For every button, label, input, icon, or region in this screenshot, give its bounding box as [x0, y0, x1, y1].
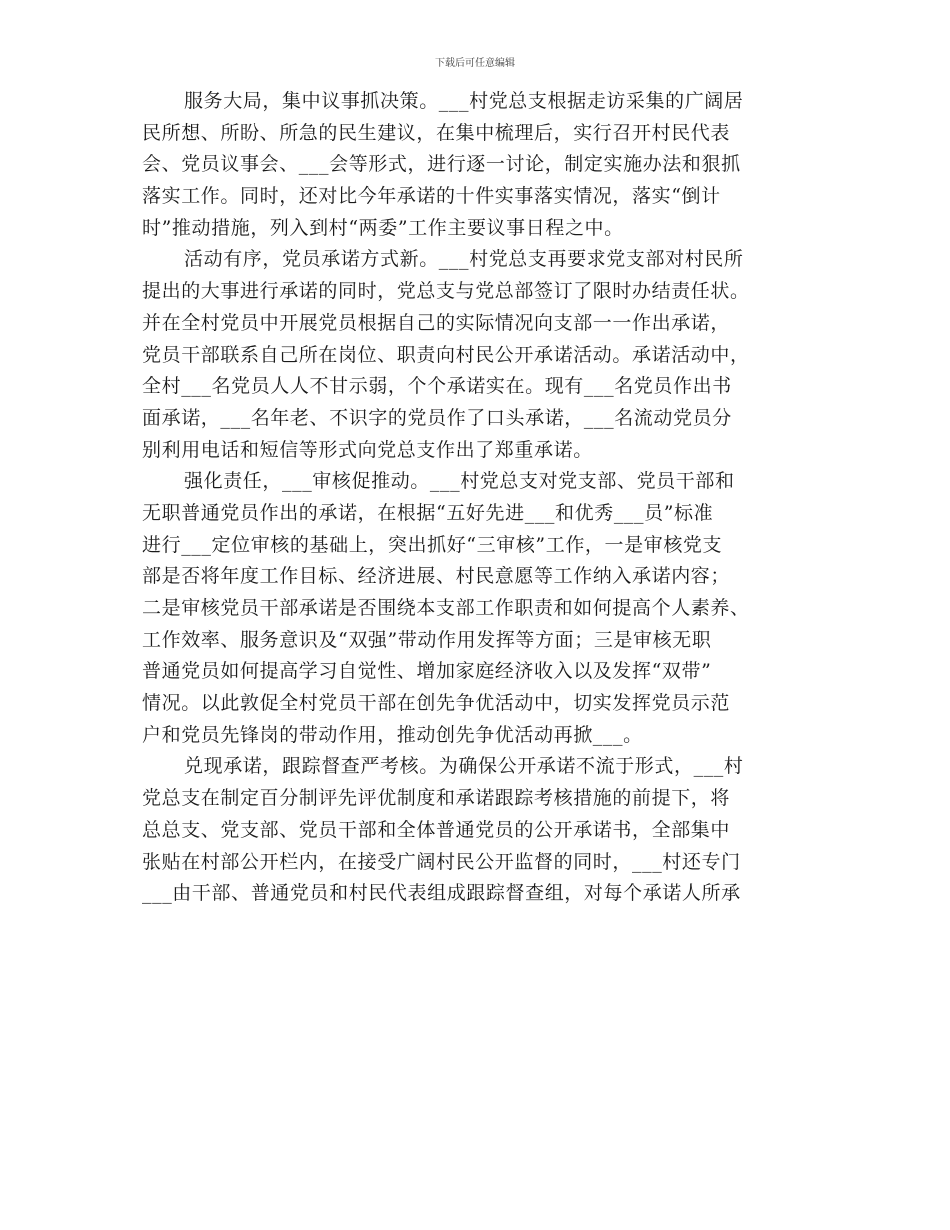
text-line: 党总支在制定百分制评先评优制度和承诺跟踪考核措施的前提下，将: [142, 787, 731, 810]
text-line: 张贴在村部公开栏内，在接受广阔村民公开监督的同时，___村还专门: [142, 850, 741, 873]
page-header-note: 下载后可任意编辑: [435, 58, 515, 69]
text-line: 时”推动措施，列入到村“两委”工作主要议事日程之中。: [142, 216, 624, 239]
text-line: 落实工作。同时，还对比今年承诺的十件实事落实情况，落实“倒计: [142, 185, 721, 208]
text-line: ___由干部、普通党员和村民代表组成跟踪督查组，对每个承诺人所承: [142, 882, 741, 905]
text-line: 提出的大事进行承诺的同时，党总支与党总部签订了限时办结责任状。: [142, 280, 750, 303]
text-line: 强化责任，___审核促推动。___村党总支对党支部、党员干部和: [184, 470, 735, 493]
text-line: 无职普通党员作出的承诺，在根据“五好先进___和优秀___员”标准: [142, 501, 714, 524]
paragraph-activities-orderly: [142, 244, 832, 466]
text-line: 活动有序，党员承诺方式新。___村党总支再要求党支部对村民所: [184, 248, 744, 271]
text-line: 兑现承诺，跟踪督查严考核。为确保公开承诺不流于形式，___村: [184, 755, 744, 778]
text-line: 别利用电话和短信等形式向党总支作出了郑重承诺。: [142, 438, 593, 461]
text-line: 二是审核党员干部承诺是否围绕本支部工作职责和如何提高个人素养、: [142, 597, 750, 619]
text-line: 工作效率、服务意识及“双强”带动作用发挥等方面；三是审核无职: [142, 628, 712, 651]
document-body: [142, 86, 832, 910]
text-line: 进行___定位审核的基础上，突出抓好“三审核”工作，一是审核党支: [142, 533, 723, 556]
text-line: 总总支、党支部、党员干部和全体普通党员的公开承诺书，全部集中: [142, 818, 731, 841]
text-line: 服务大局，集中议事抓决策。___村党总支根据走访采集的广阔居: [184, 90, 744, 112]
paragraph-fulfill-promises: [142, 751, 832, 909]
text-line: 民所想、所盼、所急的民生建议，在集中梳理后，实行召开村民代表: [142, 121, 731, 144]
text-line: 并在全村党员中开展党员根据自己的实际情况向支部一一作出承诺，: [142, 311, 731, 334]
text-line: 情况。以此敦促全村党员干部在创先争优活动中，切实发挥党员示范: [142, 692, 731, 715]
paragraph-serve-overall: [142, 86, 832, 244]
text-line: 部是否将年度工作目标、经济进展、村民意愿等工作纳入承诺内容；: [142, 565, 731, 588]
text-line: 党员干部联系自己所在岗位、职责向村民公开承诺活动。承诺活动中，: [142, 343, 750, 366]
text-line: 全村___名党员人人不甘示弱，个个承诺实在。现有___名党员作出书: [142, 375, 732, 398]
text-line: 普通党员如何提高学习自觉性、增加家庭经济收入以及发挥“双带”: [142, 660, 712, 683]
paragraph-strengthen-responsibility: [142, 466, 832, 751]
text-line: 户和党员先锋岗的带动作用，推动创先争优活动再掀___。: [142, 723, 643, 746]
text-line: 面承诺，___名年老、不识字的党员作了口头承诺，___名流动党员分: [142, 406, 732, 429]
text-line: 会、党员议事会、___会等形式，进行逐一讨论，制定实施办法和狠抓: [142, 153, 741, 176]
